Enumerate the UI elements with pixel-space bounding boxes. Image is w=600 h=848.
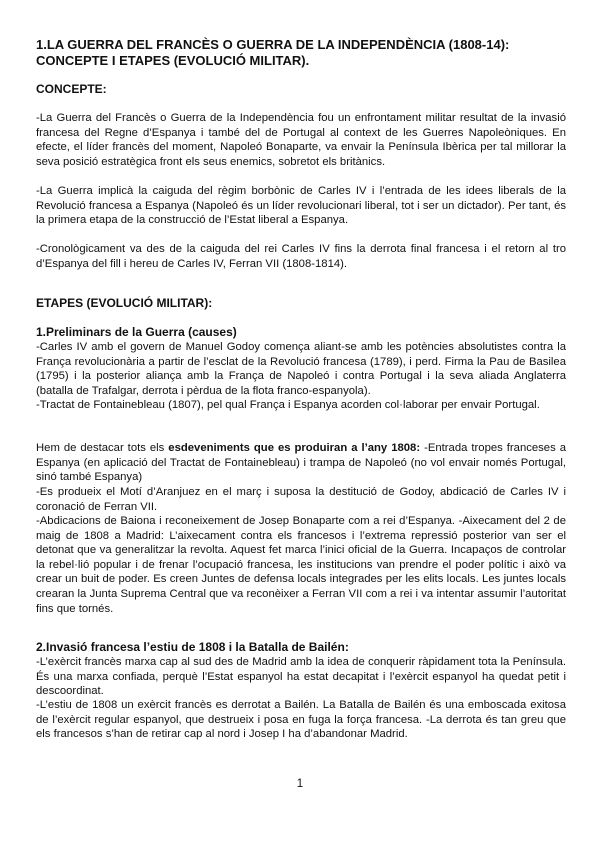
section-2-paragraph-2: -L’estiu de 1808 un exèrcit francès es derrotat a Bailén. La Batalla de Bailén és una emboscada exitosa de l’exèrcit regular espanyol, que destrueix i posa en fuga la força francesa. -La derrota és tan greu que els francesos s’han de retirar cap al nord i Josep I ha d’abandonar Madrid. (36, 699, 566, 741)
concepte-heading: CONCEPTE: (36, 82, 107, 96)
section-1-paragraph-4: -Es produeix el Motí d’Aranjuez en el març i suposa la destitució de Godoy, abdicació de Carles IV i coronació de Ferran VII. (36, 486, 566, 513)
page-number: 1 (296, 778, 304, 790)
section-1-paragraph-5: -Abdicacions de Baiona i reconeixement de Josep Bonaparte com a rei d’Espanya. -Aixecament del 2 de maig de 1808 a Madrid: L’aixecament contra els francesos i l’extrema repressió posterior van ser el detonat que va generalitzar la revolta. Aquest fet marca l’inici oficial de la Guerra. Incapaços de controlar la rebel·lió popular i de frenar l’ocupació francesa, les institucions van prendre el poder polític i això va crear un buit de poder. Es creen Juntes de defensa locals integrades per les elits locals. Les juntes locals crearan la Junta Suprema Central que va reconèixer a Ferran VII com a rei i va intentar assumir l’autoritat fins que tornés. (36, 515, 566, 615)
concepte-paragraph-3: -Cronològicament va des de la caiguda del rei Carles IV fins la derrota final francesa i el retorn al tro d’Espanya del fill i hereu de Carles IV, Ferran VII (1808-1814). (36, 243, 566, 270)
highlight-1808: esdeveniments que es produiran a l’any 1808: (168, 442, 421, 454)
section-1-paragraph-2: -Tractat de Fontainebleau (1807), pel qual França i Espanya acorden col·laborar per envair Portugal. (36, 399, 540, 411)
section-2-paragraph-1: -L’exèrcit francès marxa cap al sud des de Madrid amb la idea de conquerir ràpidament tota la Península. És una marxa confiada, perquè l’Estat espanyol ha estat decapitat i l’exèrcit espanyol ha quedat petit i descoordinat. (36, 656, 566, 698)
section-1-paragraph-3: Hem de destacar tots els esdeveniments que es produiran a l’any 1808: -Entrada tropes franceses a Espanya (en aplicació del Tractat de Fontainebleau) i trampa de Napoleó (no vol envair només Portugal, sinó també Espanya) (36, 442, 566, 484)
etapes-heading: ETAPES (EVOLUCIÓ MILITAR): (36, 296, 213, 310)
document-title: 1.LA GUERRA DEL FRANCÈS O GUERRA DE LA INDEPENDÈNCIA (1808-14): CONCEPTE I ETAPES (EVOLUCIÓ MILITAR). (36, 37, 510, 68)
section-1-paragraph-1: -Carles IV amb el govern de Manuel Godoy comença aliant-se amb les potències absolutistes contra la França revolucionària a partir de l’esclat de la Revolució francesa (1789), i perd. Firma la Pau de Basilea (1795) i la posterior aliança amb la França de Napoleó i contra Portugal i la seva aliada Anglaterra (batalla de Trafalgar, derrota i pèrdua de la flota franco-espanyola). (36, 341, 566, 397)
concepte-paragraph-1: -La Guerra del Francès o Guerra de la Independència fou un enfrontament militar resultat de la invasió francesa del Regne d’Espanya i també del de Portugal al context de les Guerres Napoleòniques. En efecte, el líder francès del moment, Napoleó Bonaparte, va envair la Península Ibèrica per tal millorar la seva posició estratègica front els seus enemics, sobretot els britànics. (36, 112, 566, 168)
section-2-heading: 2.Invasió francesa l’estiu de 1808 i la Batalla de Bailén: (36, 640, 349, 654)
section-1-heading: 1.Preliminars de la Guerra (causes) (36, 325, 237, 339)
concepte-paragraph-2: -La Guerra implicà la caiguda del règim borbònic de Carles IV i l’entrada de les idees liberals de la Revolució francesa a Espanya (Napoleó és un líder revolucionari liberal, tot i ser un dictador). Per tant, és la primera etapa de la construcció de l’Estat liberal a Espanya. (36, 185, 566, 227)
